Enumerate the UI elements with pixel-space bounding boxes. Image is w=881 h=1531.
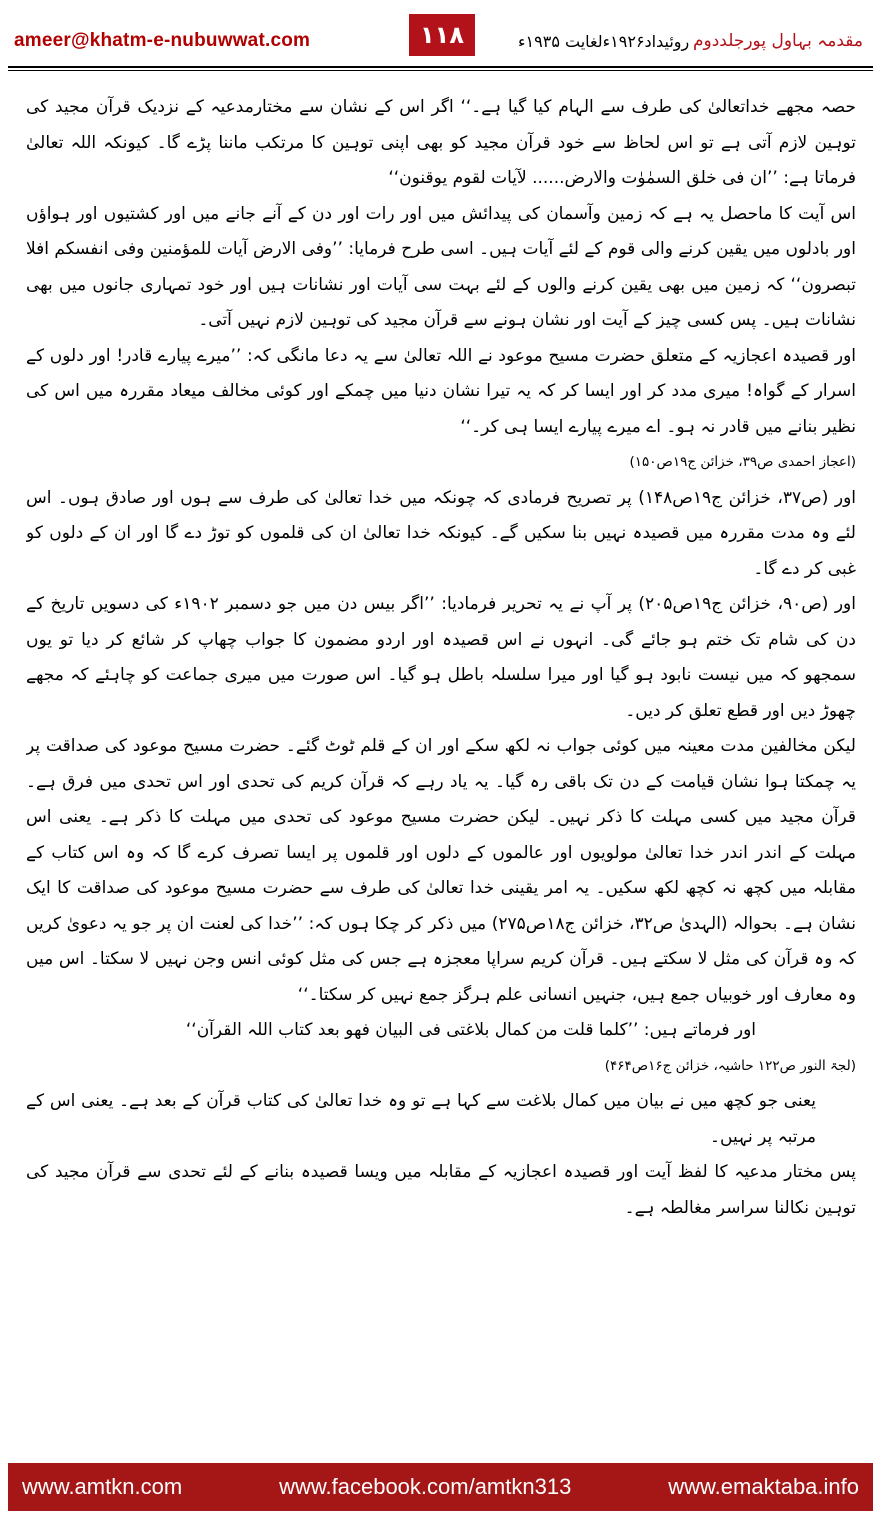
- paragraph-3: اور قصیدہ اعجازیہ کے متعلق حضرت مسیح موعود نے اللہ تعالیٰ سے یہ دعا مانگی کہ: ’’میرے پیارے قادر! اور دلوں کے اسرار کے گواہ! میری مدد کر اور ایسا کر کہ یہ تیرا نشان دنیا میں چمکے اور کوئی مخالف میعاد مقررہ میں اس کی نظیر بنانے میں قادر نہ ہو۔ اے میرے پیارے ایسا ہی کر۔‘‘: [26, 345, 856, 437]
- header-rule: [8, 66, 873, 68]
- reference-ijaz-ahmadi: (اعجاز احمدی ص۳۹، خزائن ج۱۹ص۱۵۰): [629, 454, 856, 470]
- paragraph-6: لیکن مخالفین مدت معینہ میں کوئی جواب نہ لکھ سکے اور ان کے قلم ٹوٹ گئے۔ حضرت مسیح موعود کی صداقت پر یہ چمکتا ہوا نشان قیامت کے دن تک باقی رہ گیا۔ یہ یاد رہے کہ قرآن کریم کی تحدی اور اس تحدی میں فرق ہے۔ قرآن مجید میں کسی مہلت کا ذکر نہیں۔ لیکن حضرت مسیح موعود کی تحدی میں مہلت کا ذکر ہے۔ یعنی اس مہلت کے اندر اندر خدا تعالیٰ مولویوں اور عالموں کے دلوں اور قلموں پر ایسا تصرف کرے گا کہ وہ اس کتاب کے مقابلہ میں کچھ نہ کچھ لکھ سکیں۔ یہ امر یقینی خدا تعالیٰ کی طرف سے حضرت مسیح موعود کی صداقت کا ایک نشان ہے۔ بحوالہ (الہدیٰ ص۳۲، خزائن ج۱۸ص۲۷۵) میں ذکر کر چکا ہوں کہ: ’’خدا کی لعنت ان پر جو یہ دعویٰ کریں کہ وہ قرآن کی مثل لا سکتے ہیں۔ قرآن کریم سراپا معجزہ ہے جس کی مثل کوئی انس وجن نہیں لا سکتا۔ اس میں وہ معارف اور خوبیاں جمع ہیں، جنہیں انسانی علم ہرگز جمع نہیں کر سکتا۔‘‘: [26, 736, 856, 1005]
- arabic-quote-line: اور فرماتے ہیں: ’’کلما قلت من کمال بلاغتی فی البیان فھو بعد کتاب اللہ القرآن‘‘: [185, 1020, 756, 1040]
- header-email[interactable]: ameer@khatm-e-nubuwwat.com: [14, 30, 311, 51]
- closing-paragraph-1: یعنی جو کچھ میں نے بیان میں کمال بلاغت سے کہا ہے تو وہ خدا تعالیٰ کی کتاب قرآن کے بعد ہے۔ یعنی اس کے مرتبہ پر نہیں۔: [26, 1091, 816, 1147]
- reference-lujjat-un-noor: (لجۃ النور ص۱۲۲ حاشیہ، خزائن ج۱۶ص۴۶۴): [604, 1057, 856, 1074]
- footer-bar: [8, 1463, 873, 1511]
- paragraph-4: اور (ص۳۷، خزائن ج۱۹ص۱۴۸) پر تصریح فرمادی کہ چونکہ میں خدا تعالیٰ کی طرف سے ہوں اور صادق ہوں۔ اس لئے وہ مدت مقررہ میں قصیدہ نہیں بنا سکیں گے۔ کیونکہ خدا تعالیٰ ان کی قلموں کو توڑ دے گا اور ان کے دلوں کو غبی کر دے گا۔: [26, 487, 856, 579]
- page-number-badge: ۱۱۸: [409, 14, 475, 56]
- closing-paragraph-2: پس مختار مدعیہ کا لفظ آیت اور قصیدہ اعجازیہ کے مقابلہ میں ویسا قصیدہ بنانے کے لئے تحدی سے قرآن مجید کی توہین نکالنا سراسر مغالطہ ہے۔: [26, 1162, 856, 1218]
- footer-link-amtkn[interactable]: www.amtkn.com: [22, 1474, 183, 1499]
- paragraph-5: اور (ص۹۰، خزائن ج۱۹ص۲۰۵) پر آپ نے یہ تحریر فرمادیا: ’’اگر بیس دن میں جو دسمبر ۱۹۰۲ء کی دسویں تاریخ کے دن کی شام تک ختم ہو جائے گی۔ انہوں نے اس قصیدہ اور اردو مضمون کا جواب چھاپ کر شائع کر دیا تو یوں سمجھو کہ میں نیست نابود ہو گیا اور میرا سلسلہ باطل ہو گیا۔ اس صورت میں میری جماعت کو چاہئے کہ مجھے چھوڑ دیں اور قطع تعلق کر دیں۔: [26, 594, 856, 721]
- paragraph-1: حصہ مجھے خداتعالیٰ کی طرف سے الہام کیا گیا ہے۔‘‘ اگر اس کے نشان سے مختارمدعیہ کے نزدیک قرآن مجید کی توہین لازم آتی ہے تو اس لحاظ سے خود قرآن مجید کو بھی اپنی توہین کا مرتکب ماننا پڑے گا۔ کیونکہ اللہ تعالیٰ فرماتا ہے: ’’ان فی خلق السمٰوٰت والارض...... لآیات لقوم یوقنون‘‘: [26, 97, 856, 188]
- header-subtitle: روئیداد۱۹۲۶ءلغایت ۱۹۳۵ء: [518, 32, 690, 51]
- footer-link-emaktaba[interactable]: www.emaktaba.info: [668, 1474, 859, 1499]
- page-body: [26, 90, 856, 1450]
- header-rule-thin: [8, 70, 873, 71]
- book-title: مقدمہ بہاول پورجلددوم: [692, 31, 863, 51]
- footer-link-facebook[interactable]: www.facebook.com/amtkn313: [279, 1474, 572, 1499]
- paragraph-2: اس آیت کا ماحصل یہ ہے کہ زمین وآسمان کی پیدائش میں اور رات اور دن کے آنے جانے میں اور کشتیوں اور ہواؤں اور بادلوں میں یقین کرنے والی قوم کے لئے آیات ہیں۔ اسی طرح فرمایا: ’’وفی الارض آیات للمؤمنین وفی انفسکم افلا تبصرون‘‘ کہ زمین میں بھی یقین کرنے والوں کے لئے بہت سی آیات اور نشانات ہیں اور خود تمہاری جانوں میں بھی نشانات ہیں۔ پس کسی چیز کے آیت اور نشان ہونے سے قرآن مجید کی توہین لازم نہیں آتی۔: [26, 203, 856, 330]
